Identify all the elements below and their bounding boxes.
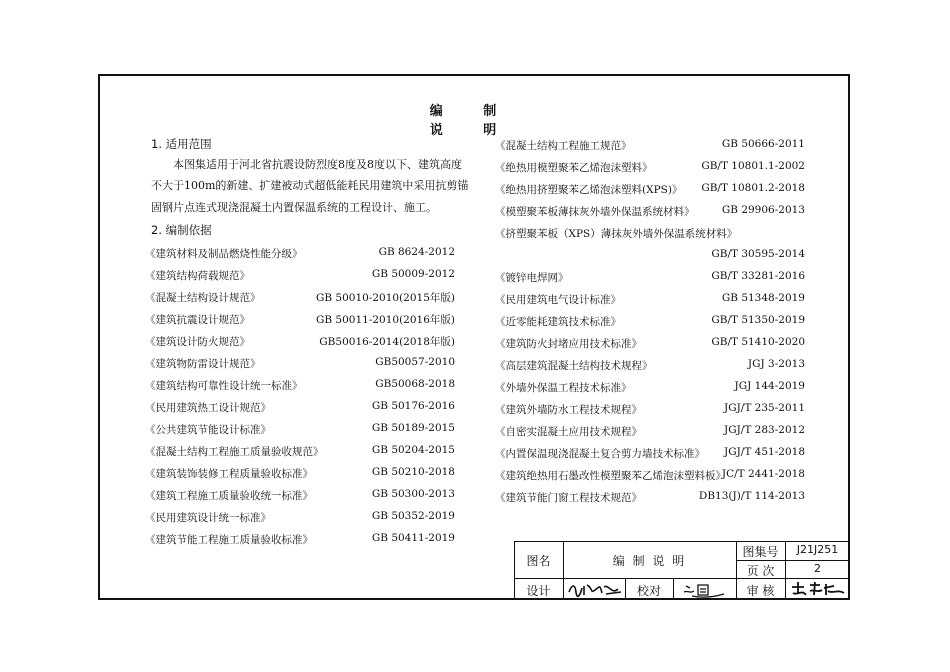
reference-name: 《建筑结构可靠性设计统一标准》 — [145, 380, 303, 392]
reference-name: 《混凝土结构工程施工质量验收规范》 — [145, 446, 324, 458]
reference-row — [495, 182, 805, 200]
label-check: 校对 — [636, 584, 661, 598]
reference-name: 《建筑材料及制品燃烧性能分级》 — [145, 248, 303, 260]
reference-standard: JGJ/T 283-2012 — [724, 424, 805, 436]
reference-standard: GB 50210-2018 — [371, 466, 455, 478]
reference-standard: GB50068-2018 — [375, 378, 455, 390]
reference-name: 《民用建筑电气设计标准》 — [495, 294, 621, 306]
reference-name: 《建筑绝热用石墨改性模塑聚苯乙烯泡沫塑料板》 — [495, 470, 726, 482]
reference-standard: GB 50189-2015 — [371, 422, 455, 434]
reference-standard: GB 29906-2013 — [721, 204, 805, 216]
reference-name: 《建筑抗震设计规范》 — [145, 314, 250, 326]
reference-row — [495, 226, 805, 244]
reference-row — [495, 380, 805, 398]
reference-row — [495, 138, 805, 156]
reference-standard: GB 50176-2016 — [371, 400, 455, 412]
reference-row — [495, 490, 805, 508]
reference-standard: GB 51348-2019 — [721, 292, 805, 304]
page-title: 编 制 说 明 — [429, 104, 515, 138]
reference-standard: GB 50666-2011 — [721, 138, 805, 150]
reference-row — [145, 334, 455, 352]
reference-row — [495, 402, 805, 420]
reference-name: 《高层建筑混凝土结构技术规程》 — [495, 360, 653, 372]
atlas-no: J21J251 — [796, 543, 839, 556]
reference-standard: JC/T 2441-2018 — [721, 468, 805, 480]
reference-standard: GB 50352-2019 — [371, 510, 455, 522]
label-review: 审 核 — [746, 584, 775, 598]
reference-row — [145, 356, 455, 374]
label-page: 页 次 — [746, 564, 775, 578]
reference-name: 《建筑节能门窗工程技术规范》 — [495, 492, 642, 504]
reference-standard: DB13(J)/T 114-2013 — [698, 490, 805, 502]
reference-row — [495, 446, 805, 464]
section1-paragraph — [151, 154, 469, 218]
reference-row — [495, 292, 805, 310]
reference-name: 《绝热用模塑聚苯乙烯泡沫塑料》 — [495, 162, 653, 174]
reference-row — [145, 246, 455, 264]
reference-name: 《建筑结构荷载规范》 — [145, 270, 250, 282]
reference-row — [145, 532, 455, 550]
reference-name: 《混凝土结构设计规范》 — [145, 292, 261, 304]
reference-standard: GB 50011-2010(2016年版) — [315, 314, 455, 326]
reference-name: 《建筑工程施工质量验收统一标准》 — [145, 490, 313, 502]
section2-heading: 2. 编制依据 — [151, 223, 212, 237]
reference-row — [145, 510, 455, 528]
designer-signature — [566, 580, 624, 599]
reference-row — [495, 358, 805, 376]
page-no: 2 — [814, 562, 821, 575]
section1-heading: 1. 适用范围 — [151, 137, 212, 151]
reference-name: 《建筑防火封堵应用技术标准》 — [495, 338, 642, 350]
paragraph-line: 本图集适用于河北省抗震设防烈度8度及8度以下、建筑高度 — [173, 158, 462, 171]
reference-row — [145, 378, 455, 396]
reference-row — [495, 160, 805, 178]
reference-standard: GB/T 30595-2014 — [711, 248, 805, 260]
reference-row — [145, 268, 455, 286]
reference-row — [495, 468, 805, 486]
reference-row — [495, 314, 805, 332]
reference-row — [145, 400, 455, 418]
reference-name: 《模塑聚苯板薄抹灰外墙外保温系统材料》 — [495, 206, 695, 218]
reference-row — [145, 466, 455, 484]
reference-row — [145, 488, 455, 506]
reference-standard: GB/T 33281-2016 — [711, 270, 805, 282]
reference-standard: GB/T 51350-2019 — [711, 314, 805, 326]
reference-standard: GB 50009-2012 — [371, 268, 455, 280]
reference-name: 《外墙外保温工程技术标准》 — [495, 382, 632, 394]
label-design: 设计 — [526, 584, 551, 598]
reference-name: 《建筑外墙防水工程技术规程》 — [495, 404, 642, 416]
reviewer-signature — [788, 579, 848, 599]
reference-name: 《近零能耗建筑技术标准》 — [495, 316, 621, 328]
reference-row — [495, 424, 805, 442]
reference-standard: GB/T 10801.1-2002 — [701, 160, 805, 172]
reference-name: 《建筑节能工程施工质量验收标准》 — [145, 534, 313, 546]
label-atlas-no: 图集号 — [742, 545, 779, 559]
reference-name: 《绝热用挤塑聚苯乙烯泡沫塑料(XPS)》 — [495, 184, 683, 196]
reference-row — [145, 422, 455, 440]
reference-row — [495, 204, 805, 222]
reference-name: 《公共建筑节能设计标准》 — [145, 424, 271, 436]
checker-signature — [678, 580, 730, 599]
reference-row — [145, 312, 455, 330]
label-drawing-name: 图名 — [526, 554, 551, 568]
reference-row — [495, 336, 805, 354]
reference-standard: GB 8624-2012 — [378, 246, 455, 258]
reference-standard: GB 50204-2015 — [371, 444, 455, 456]
reference-standard: JGJ 3-2013 — [747, 358, 805, 370]
reference-standard: GB/T 10801.2-2018 — [701, 182, 805, 194]
drawing-name: 编 制 说 明 — [612, 554, 687, 568]
reference-row — [495, 248, 805, 266]
reference-row — [145, 290, 455, 308]
reference-name: 《挤塑聚苯板（XPS）薄抹灰外墙外保温系统材料》 — [495, 228, 738, 240]
reference-name: 《建筑装饰装修工程质量验收标准》 — [145, 468, 313, 480]
reference-name: 《建筑物防雷设计规范》 — [145, 358, 261, 370]
reference-standard: JGJ/T 451-2018 — [724, 446, 805, 458]
reference-standard: GB 50411-2019 — [371, 532, 455, 544]
reference-row — [145, 444, 455, 462]
reference-standard: JGJ/T 235-2011 — [724, 402, 805, 414]
reference-name: 《民用建筑设计统一标准》 — [145, 512, 271, 524]
reference-row — [495, 270, 805, 288]
reference-standard: GB 50300-2013 — [371, 488, 455, 500]
reference-standard: GB50016-2014(2018年版) — [319, 336, 455, 348]
paragraph-line: 固钢片点连式现浇混凝土内置保温系统的工程设计、施工。 — [151, 200, 437, 214]
reference-standard: GB/T 51410-2020 — [711, 336, 805, 348]
reference-standard: GB 50010-2010(2015年版) — [315, 292, 455, 304]
reference-standard: GB50057-2010 — [375, 356, 455, 368]
reference-name: 《混凝土结构工程施工规范》 — [495, 140, 632, 152]
reference-name: 《镀锌电焊网》 — [495, 272, 569, 284]
reference-name: 《自密实混凝土应用技术规程》 — [495, 426, 642, 438]
reference-name: 《内置保温现浇混凝土复合剪力墙技术标准》 — [495, 448, 705, 460]
reference-name: 《建筑设计防火规范》 — [145, 336, 250, 348]
reference-name: 《民用建筑热工设计规范》 — [145, 402, 271, 414]
reference-standard: JGJ 144-2019 — [734, 380, 805, 392]
paragraph-line: 不大于100m的新建、扩建被动式超低能耗民用建筑中采用抗剪锚 — [151, 179, 469, 193]
